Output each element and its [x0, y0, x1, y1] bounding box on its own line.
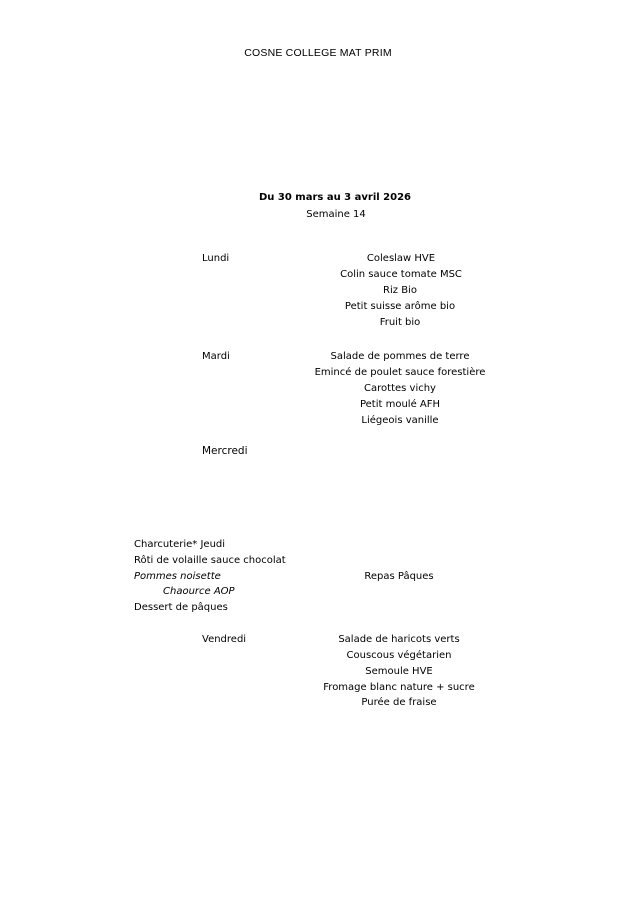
menu-item: Petit suisse arôme bio: [344, 301, 456, 312]
special-meal-label: Repas Pâques: [364, 571, 434, 582]
period-dates: Du 30 mars au 3 avril 2026: [259, 192, 411, 203]
menu-item: Dessert de pâques: [134, 602, 228, 613]
menu-item: Fromage blanc nature + sucre: [323, 682, 475, 693]
menu-item: Emincé de poulet sauce forestière: [314, 367, 486, 378]
menu-item: Semoule HVE: [365, 666, 433, 677]
menu-item: Purée de fraise: [361, 697, 437, 708]
menu-item: Chaource AOP: [163, 586, 235, 597]
menu-item: Charcuterie*: [134, 539, 198, 550]
menu-item: Salade de pommes de terre: [330, 351, 470, 362]
day-label-jeudi: Jeudi: [200, 539, 226, 550]
day-label-vendredi: Vendredi: [202, 634, 247, 645]
menu-item: Coleslaw HVE: [366, 253, 436, 264]
jeudi-first-line: [134, 540, 225, 550]
day-label-mercredi: Mercredi: [202, 445, 248, 457]
menu-item: Carottes vichy: [364, 383, 436, 394]
menu-item: Rôti de volaille sauce chocolat: [134, 555, 286, 566]
menu-item: Liégeois vanille: [361, 415, 439, 426]
menu-item: Fruit bio: [379, 317, 421, 328]
menu-item: Riz Bio: [383, 285, 417, 296]
menu-item: Salade de haricots verts: [338, 634, 460, 645]
menu-item: Couscous végétarien: [346, 650, 452, 661]
week-number: Semaine 14: [306, 209, 366, 220]
school-header: COSNE COLLEGE MAT PRIM: [244, 47, 392, 59]
menu-item: Pommes noisette: [134, 571, 221, 582]
day-label-lundi: Lundi: [202, 253, 230, 264]
day-label-mardi: Mardi: [202, 351, 230, 362]
menu-item: Colin sauce tomate MSC: [340, 269, 462, 280]
menu-item: Petit moulé AFH: [359, 399, 441, 410]
